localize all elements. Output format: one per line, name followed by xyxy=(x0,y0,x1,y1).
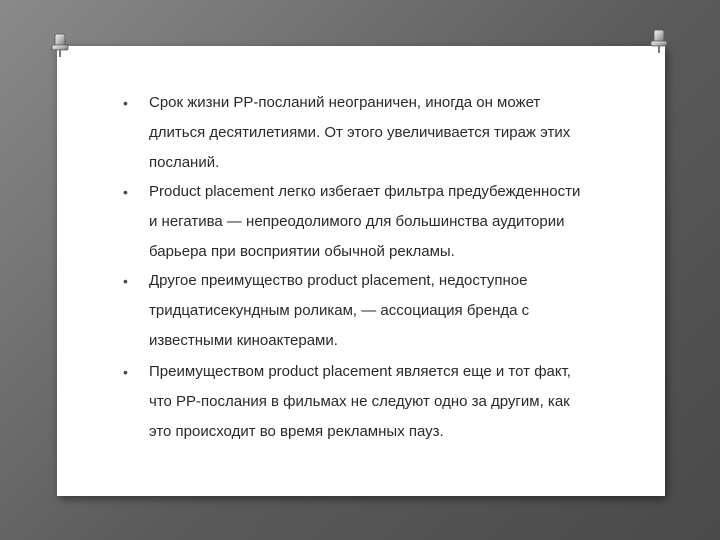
bullet-marker: • xyxy=(123,364,128,380)
text-line: Преимуществом product placement является еще и тот факт, xyxy=(149,363,571,380)
text-line: Product placement легко избегает фильтра предубежденности xyxy=(149,183,581,200)
text-line: барьера при восприятии обычной рекламы. xyxy=(149,243,455,260)
bullet-marker: • xyxy=(123,95,128,111)
text-line: тридцатисекундным роликам, — ассоциация бренда с xyxy=(149,302,530,319)
text-line: и негатива — непреодолимого для большинства аудитории xyxy=(149,213,565,230)
bullet-marker: • xyxy=(123,273,128,289)
pushpin-icon xyxy=(48,32,72,58)
text-line: посланий. xyxy=(149,154,220,171)
bullet-marker: • xyxy=(123,184,128,200)
text-line: Срок жизни PP-посланий неограничен, иногда он может xyxy=(149,94,541,111)
bullet-text xyxy=(149,177,619,267)
text-line: это происходит во время рекламных пауз. xyxy=(149,423,444,440)
text-line: что PP-послания в фильмах не следуют одно за другим, как xyxy=(149,393,570,410)
bullet-text xyxy=(149,357,619,447)
pushpin-icon xyxy=(647,28,671,54)
text-line: Другое преимущество product placement, недоступное xyxy=(149,272,528,289)
text-line: известными киноактерами. xyxy=(149,332,338,349)
bullet-text xyxy=(149,88,619,178)
bullet-text xyxy=(149,266,619,356)
text-line: длиться десятилетиями. От этого увеличивается тираж этих xyxy=(149,124,571,141)
